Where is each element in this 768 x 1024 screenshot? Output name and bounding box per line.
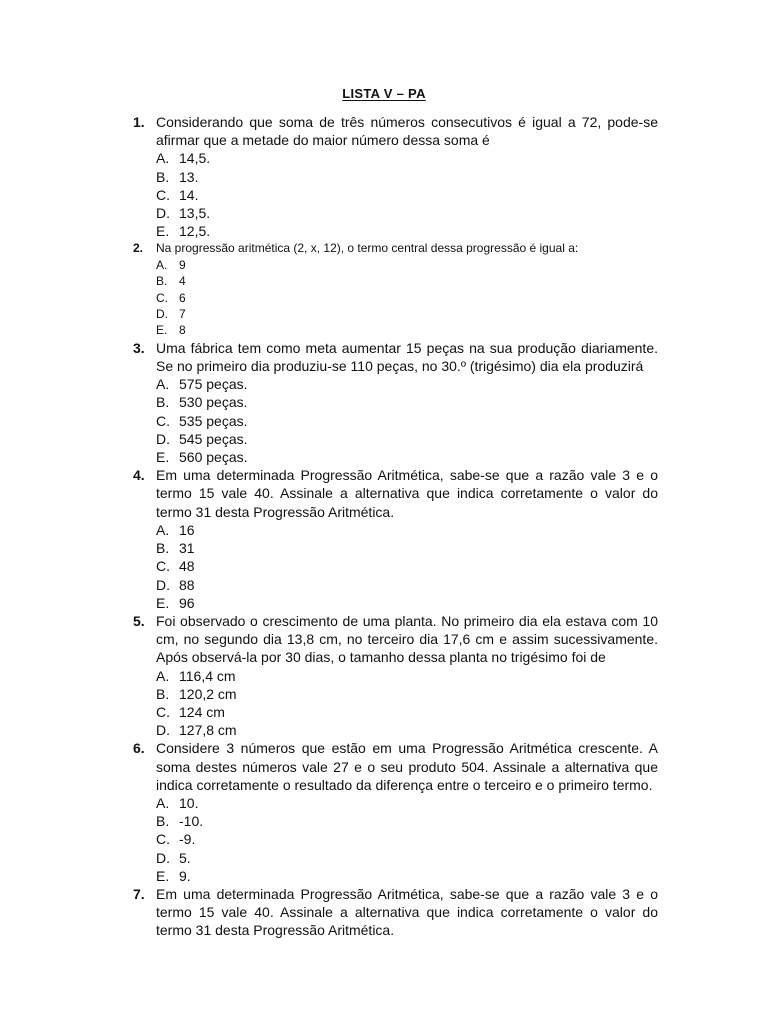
option-a <box>156 149 658 167</box>
option-text: 96 <box>179 594 195 611</box>
option-letter: A. <box>156 794 170 811</box>
option-letter: E. <box>156 223 170 240</box>
question-text: Uma fábrica tem como meta aumentar 15 peças na sua produção diariamente. Se no primeiro dia produziu-se 110 peças, no 30.º (trigésimo) dia ela produzirá <box>156 339 658 375</box>
question-text: Em uma determinada Progressão Aritmética, sabe-se que a razão vale 3 e o termo 15 vale 40. Assinale a alternativa que indica corretamente o valor do termo 31 desta Progressão Aritmética. <box>156 885 658 939</box>
option-e <box>156 222 658 240</box>
option-text: 48 <box>179 558 195 575</box>
option-letter: A. <box>156 521 170 538</box>
option-text: 127,8 cm <box>179 722 237 739</box>
question-text: Foi observado o crescimento de uma planta. No primeiro dia ela estava com 10 cm, no segundo dia 13,8 cm, no terceiro dia 17,6 cm e assim sucessivamente. Após observá-la por 30 dias, o tamanho dessa planta no trigésimo foi de <box>156 612 658 666</box>
option-text: 14,5. <box>179 150 211 167</box>
option-text: 116,4 cm <box>179 667 236 684</box>
option-text: 545 peças. <box>179 430 248 447</box>
option-letter: D. <box>156 576 170 593</box>
option-text: -10. <box>179 813 204 830</box>
option-letter: B. <box>156 394 170 411</box>
option-text: 5. <box>179 849 191 866</box>
option-b <box>156 273 658 289</box>
option-b <box>156 168 658 186</box>
option-text: 560 peças. <box>179 449 248 466</box>
option-text: 16 <box>179 521 195 538</box>
option-letter: D. <box>156 722 170 739</box>
option-letter: A. <box>156 150 170 167</box>
option-e <box>156 448 658 466</box>
option-text: 9. <box>179 867 191 884</box>
option-d <box>156 430 658 448</box>
question-number: 3. <box>133 339 145 356</box>
option-d <box>156 849 658 867</box>
option-b <box>156 685 658 703</box>
option-letter: E. <box>156 594 170 611</box>
question-2 <box>128 240 658 338</box>
option-letter: A. <box>156 376 170 393</box>
option-b <box>156 393 658 411</box>
option-letter: B. <box>156 274 168 289</box>
option-text: 12,5. <box>179 223 211 240</box>
option-letter: C. <box>156 703 170 720</box>
question-number: 4. <box>133 467 145 484</box>
option-text: 6 <box>179 290 186 305</box>
option-letter: C. <box>156 186 170 203</box>
option-d <box>156 306 658 322</box>
option-letter: E. <box>156 867 170 884</box>
option-letter: C. <box>156 412 170 429</box>
option-a <box>156 667 658 685</box>
option-text: 13. <box>179 168 199 185</box>
option-b <box>156 539 658 557</box>
option-e <box>156 867 658 885</box>
question-4 <box>128 466 658 612</box>
question-number: 2. <box>133 241 144 256</box>
option-list <box>156 375 658 466</box>
option-text: 530 peças. <box>179 394 248 411</box>
option-e <box>156 594 658 612</box>
option-text: 4 <box>179 274 186 289</box>
option-c <box>156 186 658 204</box>
question-text: Em uma determinada Progressão Aritmética, sabe-se que a razão vale 3 e o termo 15 vale 40. Assinale a alternativa que indica corretamente o valor do termo 31 desta Progressão Aritmética. <box>156 467 658 520</box>
option-d <box>156 204 658 222</box>
question-6 <box>128 739 658 885</box>
option-c <box>156 557 658 575</box>
option-b <box>156 812 658 830</box>
option-letter: B. <box>156 540 170 557</box>
option-letter: C. <box>156 290 168 305</box>
option-text: 10. <box>179 794 199 811</box>
option-letter: D. <box>156 205 170 222</box>
option-letter: E. <box>156 449 170 466</box>
option-a <box>156 521 658 539</box>
option-letter: A. <box>156 257 168 272</box>
option-list <box>156 521 658 612</box>
option-text: 9 <box>179 257 186 272</box>
option-letter: B. <box>156 685 170 702</box>
option-a <box>156 375 658 393</box>
option-c <box>156 830 658 848</box>
option-a <box>156 794 658 812</box>
option-letter: D. <box>156 307 168 322</box>
option-a <box>156 257 658 273</box>
option-d <box>156 576 658 594</box>
option-text: 31 <box>179 540 195 557</box>
option-list <box>156 257 658 339</box>
option-text: -9. <box>179 831 196 848</box>
question-number: 7. <box>133 885 145 902</box>
option-c <box>156 703 658 721</box>
option-letter: B. <box>156 168 170 185</box>
option-text: 535 peças. <box>179 412 248 429</box>
option-letter: D. <box>156 430 170 447</box>
question-1 <box>128 113 658 240</box>
option-text: 88 <box>179 576 195 593</box>
option-letter: E. <box>156 323 168 338</box>
option-letter: C. <box>156 558 170 575</box>
question-number: 1. <box>133 114 145 130</box>
question-number: 5. <box>133 612 145 629</box>
question-5 <box>128 612 658 739</box>
option-text: 13,5. <box>179 205 211 222</box>
question-3 <box>128 339 658 466</box>
option-letter: B. <box>156 813 170 830</box>
option-list <box>156 667 658 740</box>
question-text: Considere 3 números que estão em uma Progressão Aritmética crescente. A soma destes números vale 27 e o seu produto 504. Assinale a alternativa que indica corretamente o resultado da diferença entre o terceiro e o primeiro termo. <box>156 740 658 793</box>
question-list <box>128 113 658 940</box>
option-letter: D. <box>156 849 170 866</box>
option-text: 14. <box>179 186 199 203</box>
option-e <box>156 322 658 338</box>
option-text: 575 peças. <box>179 376 248 393</box>
question-number: 6. <box>133 740 145 757</box>
option-text: 120,2 cm <box>179 685 237 702</box>
option-list <box>156 149 658 240</box>
option-c <box>156 412 658 430</box>
page-title: LISTA V – PA <box>342 86 426 101</box>
question-text: Considerando que soma de três números consecutivos é igual a 72, pode-se afirmar que a metade do maior número dessa soma é <box>156 114 658 149</box>
option-text: 124 cm <box>179 703 225 720</box>
option-list <box>156 794 658 885</box>
question-7 <box>128 885 658 940</box>
option-c <box>156 290 658 306</box>
option-letter: C. <box>156 831 170 848</box>
option-text: 8 <box>179 323 186 338</box>
option-text: 7 <box>179 307 186 322</box>
question-text: Na progressão aritmética (2, x, 12), o termo central dessa progressão é igual a: <box>156 241 579 256</box>
option-letter: A. <box>156 667 170 684</box>
option-d <box>156 721 658 739</box>
